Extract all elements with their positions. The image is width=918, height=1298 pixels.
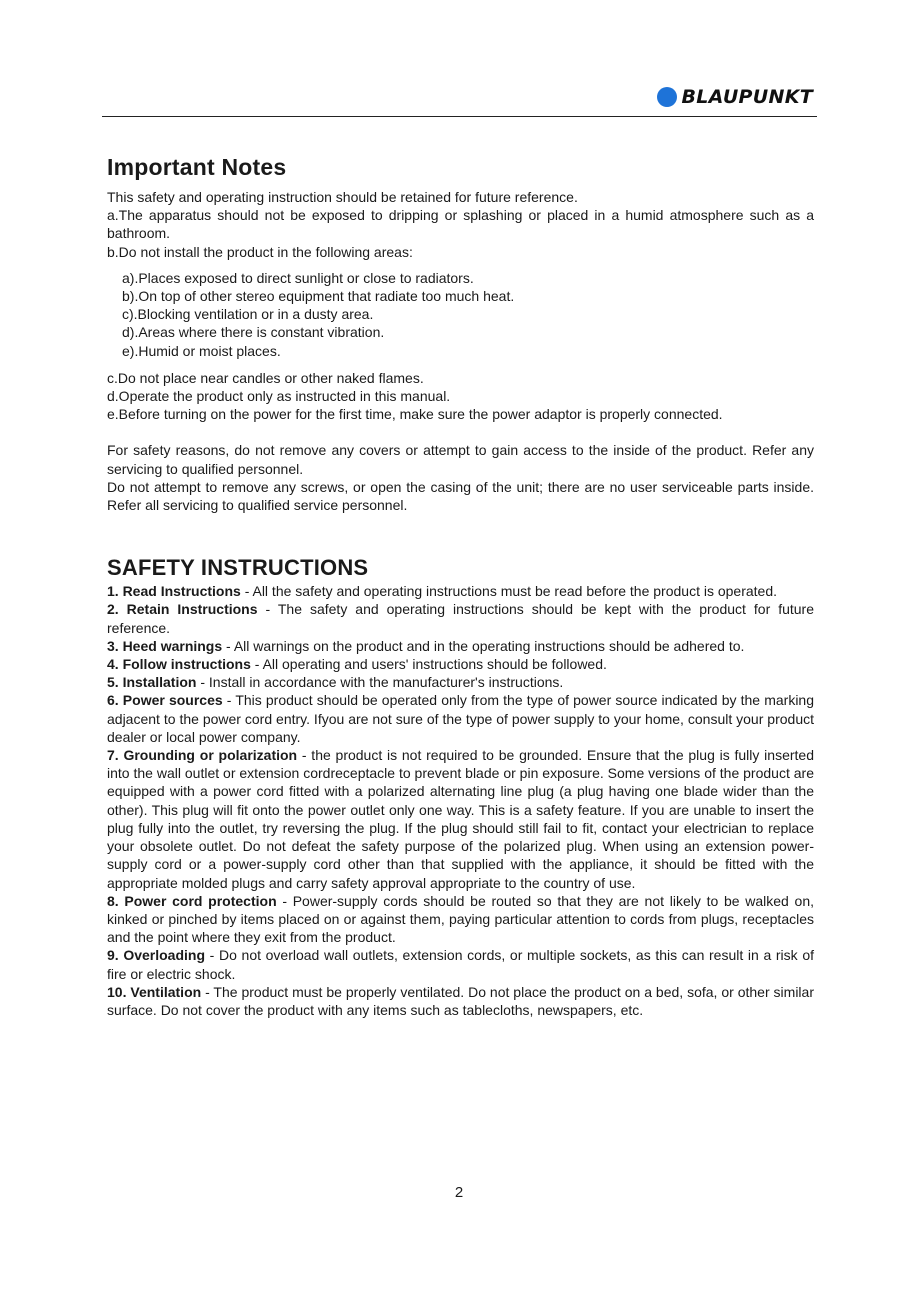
safety-item-text: - All warnings on the product and in the operating instructions should be adhered to. [222,637,745,654]
safety-item [107,946,814,982]
safety-item [107,582,814,600]
safety-item [107,655,814,673]
logo-text: BLAUPUNKT [681,86,813,108]
safety-item-label: 7. Grounding or polarization [107,747,298,764]
safety-item-label: 3. Heed warnings [107,637,223,654]
safety-item-text: - the product is not required to be grounded. Ensure that the plug is fully inserted into the wall outlet or extension cordreceptacle to prevent blade or pin exposure. Some versions of the product are equipped with a power cord fitted with a polarized alternating line plug (a plug having one blade wider than the other). This plug will fit onto the power outlet only one way. This is a safety feature. If you are unable to insert the plug fully into the outlet, try reversing the plug. If the plug should still fail to fit, contact your electrician to replace your obsolete outlet. Do not defeat the safety purpose of the polarized plug. When using an extension power-supply cord or a power-supply cord other than that supplied with the appliance, it should be fitted with the appropriate molded plugs and carry safety approval appropriate to the country of use. [107,747,814,891]
safety-item-label: 1. Read Instructions [107,583,241,600]
safety-item [107,983,814,1019]
safety-item-label: 8. Power cord protection [107,892,277,909]
notes-item-d: d.Operate the product only as instructed in this manual. [107,388,451,405]
notes-subitem: d).Areas where there is constant vibration. [122,324,385,341]
important-notes-heading: Important Notes [107,154,287,180]
safety-item-text: - All the safety and operating instructions must be read before the product is operated. [240,583,778,600]
safety-item-label: 2. Retain Instructions [107,601,258,618]
notes-sublist [107,269,814,360]
notes-paragraph-1: For safety reasons, do not remove any covers or attempt to gain access to the inside of the product. Refer any servicing to qualified personnel. [107,442,814,477]
safety-instructions-heading: SAFETY INSTRUCTIONS [107,555,369,581]
safety-item-label: 5. Installation [107,674,197,691]
notes-intro: This safety and operating instruction should be retained for future reference. [107,189,578,205]
page-number: 2 [454,1184,464,1201]
safety-item [107,746,814,892]
safety-item-text: - Do not overload wall outlets, extension cords, or multiple sockets, as this can result in a risk of fire or electric shock. [107,947,814,982]
safety-item [107,691,814,746]
safety-item-text: - The safety and operating instructions should be kept with the product for future reference. [107,601,815,636]
safety-item [107,892,814,947]
notes-subitem: a).Places exposed to direct sunlight or close to radiators. [122,269,474,286]
safety-item-text: - The product must be properly ventilated. Do not place the product on a bed, sofa, or other similar surface. Do not cover the product with any items such as tablecloths, newspapers, etc. [107,983,814,1018]
notes-paragraph-2: Do not attempt to remove any screws, or open the casing of the unit; there are no user serviceable parts inside. Refer all servicing to qualified service personnel. [107,478,814,514]
brand-logo [657,86,813,108]
notes-subitem: b).On top of other stereo equipment that radiate too much heat. [122,288,515,305]
page-header [102,80,817,117]
safety-item-text: - All operating and users' instructions should be followed. [250,656,607,673]
safety-item-text: - This product should be operated only from the type of power source indicated by the marking adjacent to the power cord entry. Ifyou are not sure of the type of power supply to your home, consult your product dealer or local power company. [107,692,814,745]
safety-item-text: - Power-supply cords should be routed so that they are not likely to be walked on, kinked or pinched by items placed on or against them, paying particular attention to cords from plugs, receptacles and the point where they exit from the product. [107,892,815,946]
safety-item [107,600,814,636]
notes-item-a: a.The apparatus should not be exposed to dripping or splashing or placed in a humid atmosphere such as a bathroom. [107,207,814,242]
safety-item [107,673,814,691]
safety-item-label: 4. Follow instructions [107,656,251,673]
safety-item-label: 9. Overloading [107,947,206,964]
notes-item-e: e.Before turning on the power for the first time, make sure the power adaptor is properly connected. [107,406,723,423]
notes-subitem: c).Blocking ventilation or in a dusty area. [122,306,374,323]
safety-item [107,637,814,655]
notes-item-b: b.Do not install the product in the following areas: [107,243,413,260]
safety-item-text: - Install in accordance with the manufacturer's instructions. [196,674,564,691]
notes-subitem: e).Humid or moist places. [122,342,281,359]
logo-dot-icon [657,87,677,107]
page-content [107,152,814,1019]
safety-item-label: 10. Ventilation [107,983,202,1000]
safety-item-label: 6. Power sources [107,692,223,709]
notes-item-c: c.Do not place near candles or other naked flames. [107,369,424,386]
